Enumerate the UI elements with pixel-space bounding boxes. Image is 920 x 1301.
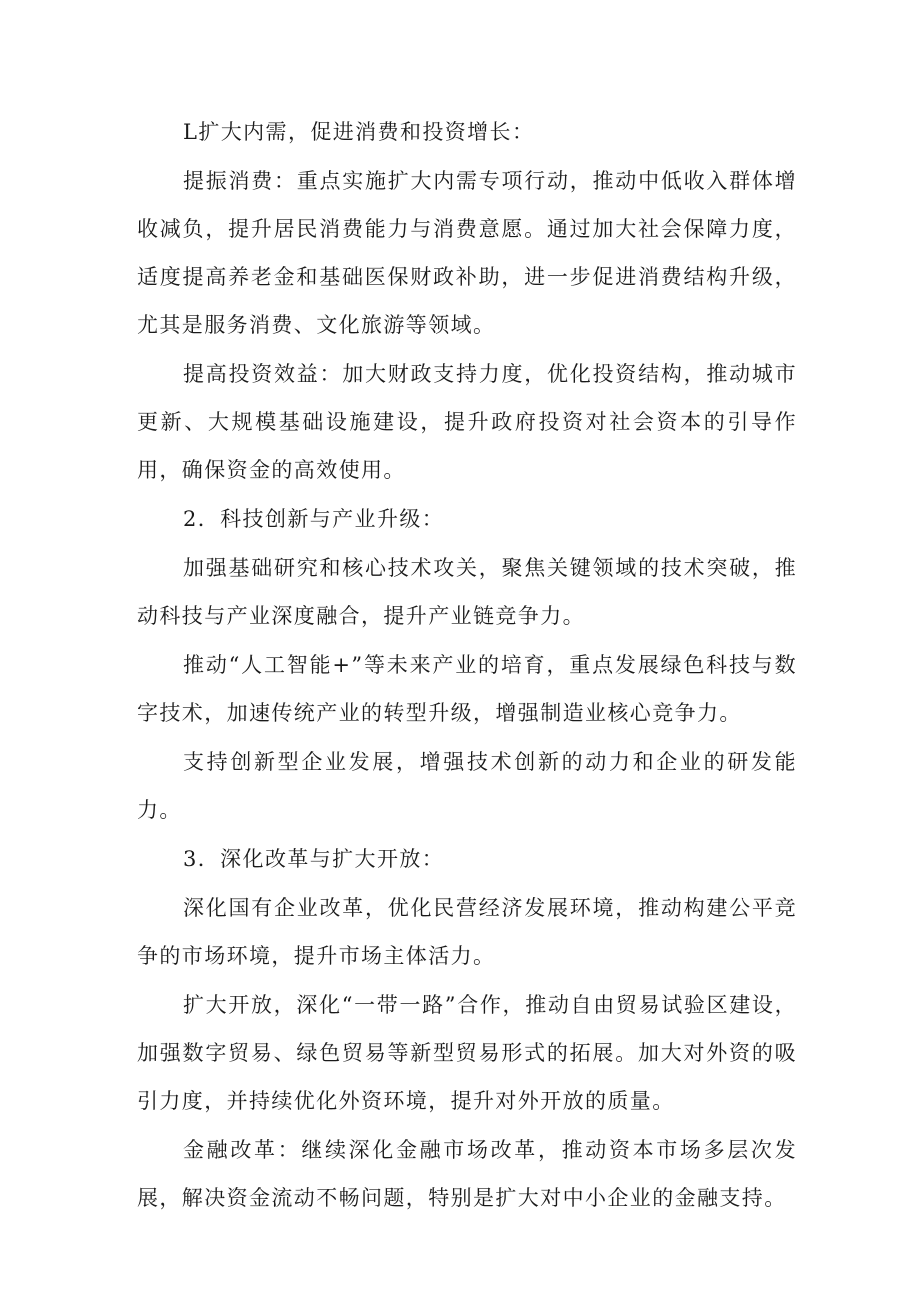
paragraph-boost-consumption: 提振消费：重点实施扩大内需专项行动，推动中低收入群体增收减负，提升居民消费能力与消费意愿。通过加大社会保障力度，适度提高养老金和基础医保财政补助，进一步促进消费结构升级，尤其是服务消费、文化旅游等领域。 — [137, 169, 797, 337]
paragraph-innovative-enterprises: 支持创新型企业发展，增强技术创新的动力和企业的研发能力。 — [137, 750, 797, 822]
section-heading-1: L扩大内需，促进消费和投资增长： — [183, 120, 535, 144]
paragraph-ai-plus: 推动“人工智能+”等未来产业的培育，重点发展绿色科技与数字技术，加速传统产业的转型升级，增强制造业核心竞争力。 — [137, 653, 797, 725]
paragraph-financial-reform: 金融改革：继续深化金融市场改革，推动资本市场多层次发展，解决资金流动不畅问题，特别是扩大对中小企业的金融支持。 — [137, 1138, 797, 1210]
section-heading-3: 3．深化改革与扩大开放： — [183, 847, 445, 871]
paragraph-soe-reform: 深化国有企业改革，优化民营经济发展环境，推动构建公平竞争的市场环境，提升市场主体活力。 — [137, 896, 797, 968]
paragraph-investment-efficiency: 提高投资效益：加大财政支持力度，优化投资结构，推动城市更新、大规模基础设施建设，提升政府投资对社会资本的引导作用，确保资金的高效使用。 — [137, 362, 797, 482]
paragraph-opening-up: 扩大开放，深化“一带一路”合作，推动自由贸易试验区建设，加强数字贸易、绿色贸易等新型贸易形式的拓展。加大对外资的吸引力度，并持续优化外资环境，提升对外开放的质量。 — [137, 993, 797, 1113]
document-body — [137, 108, 797, 1223]
section-heading-2: 2．科技创新与产业升级： — [183, 507, 445, 531]
paragraph-basic-research: 加强基础研究和核心技术攻关，聚焦关键领域的技术突破，推动科技与产业深度融合，提升产业链竞争力。 — [137, 556, 797, 628]
